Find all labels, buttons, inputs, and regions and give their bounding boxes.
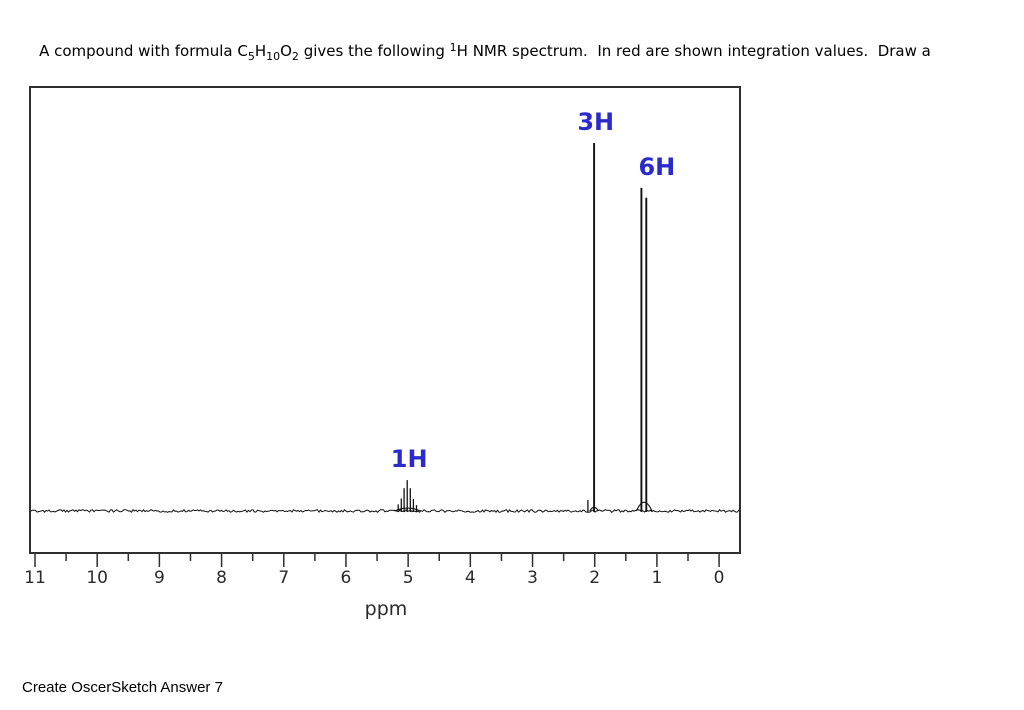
x-tick-label-3: 3 xyxy=(527,568,538,588)
x-tick-label-0: 0 xyxy=(713,568,725,588)
x-tick-label-11: 11 xyxy=(24,568,46,588)
question-segment: O xyxy=(280,42,292,60)
question-segment: A compound with formula C xyxy=(39,42,248,60)
formula-sub: 2 xyxy=(291,50,299,63)
question-segment: gives the following xyxy=(298,42,450,60)
x-axis-title: ppm xyxy=(364,598,408,620)
x-tick-label-6: 6 xyxy=(340,568,352,588)
question-line-1 xyxy=(39,41,931,63)
x-tick-label-5: 5 xyxy=(402,568,414,588)
x-tick-label-10: 10 xyxy=(86,568,109,588)
formula-sub: 5 xyxy=(247,50,255,63)
question-segment: H xyxy=(254,42,267,60)
x-tick-label-2: 2 xyxy=(589,568,601,588)
question-segment: H NMR spectrum. In red are shown integration values. Draw a xyxy=(456,42,931,60)
create-answer-link[interactable]: Create OscerSketch Answer 7 xyxy=(22,679,223,696)
x-tick-label-8: 8 xyxy=(216,568,227,588)
formula-sub: 10 xyxy=(266,50,281,63)
x-tick-label-1: 1 xyxy=(651,568,663,588)
integration-label-3H: 3H xyxy=(577,108,615,136)
integration-label-1H: 1H xyxy=(390,445,428,474)
x-tick-label-4: 4 xyxy=(464,568,476,588)
x-tick-label-9: 9 xyxy=(153,568,165,588)
spectrum-plot-frame xyxy=(29,86,741,554)
x-tick-label-7: 7 xyxy=(278,568,290,588)
integration-label-6H: 6H xyxy=(638,152,676,181)
formula-sup: 1 xyxy=(449,41,457,54)
